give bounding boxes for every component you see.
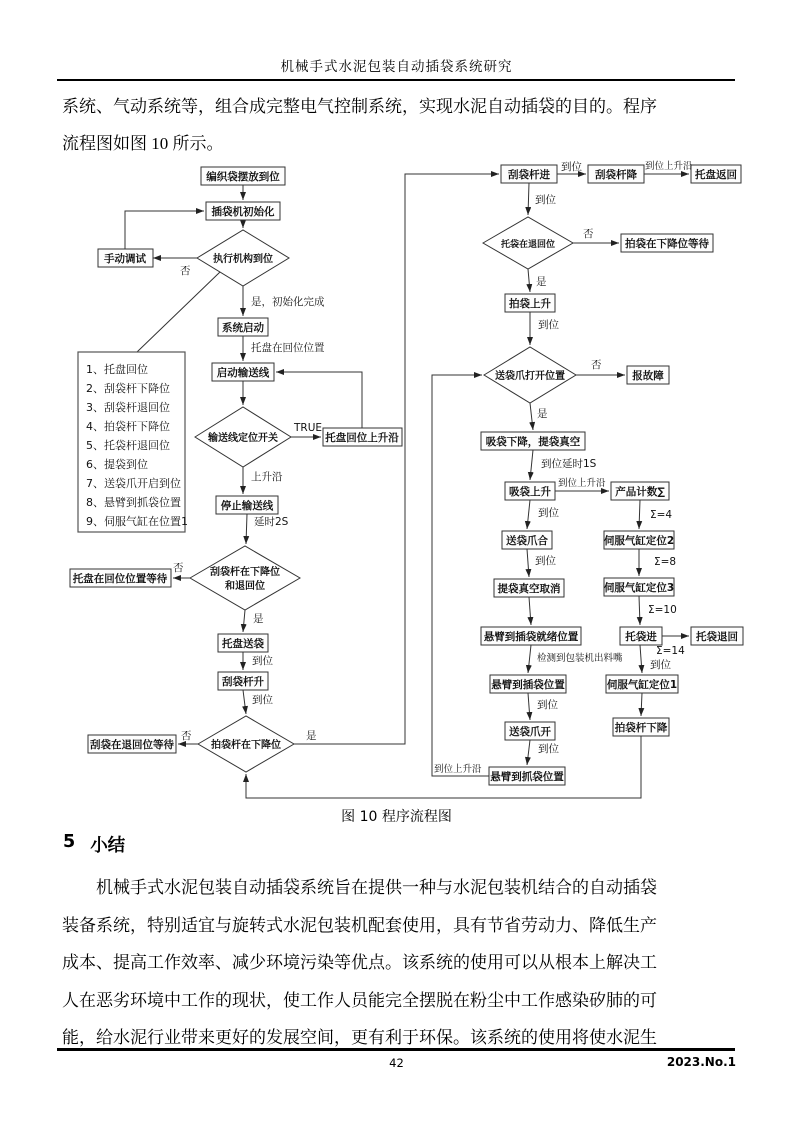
svg-text:和退回位: 和退回位 bbox=[225, 581, 265, 592]
edge-label-no: 否 bbox=[181, 730, 192, 742]
node-tray-back bbox=[691, 165, 741, 183]
node-suck-down bbox=[481, 432, 585, 450]
svg-text:托盘送袋: 托盘送袋 bbox=[222, 638, 264, 650]
svg-text:吸袋上升: 吸袋上升 bbox=[509, 486, 551, 498]
node-sys-start bbox=[218, 318, 268, 336]
svg-text:刮袋杆升: 刮袋杆升 bbox=[222, 676, 264, 688]
body-line: 成本、提高工作效率、减少环境污染等优点。该系统的使用可以从根本上解决工 bbox=[62, 953, 657, 972]
svg-text:插袋机初始化: 插袋机初始化 bbox=[211, 206, 275, 218]
legend-item: 6、提袋到位 bbox=[86, 458, 148, 471]
edge-label-daowei: 到位 bbox=[538, 743, 559, 755]
svg-text:启动输送线: 启动输送线 bbox=[216, 367, 270, 379]
node-claw-open bbox=[505, 722, 555, 740]
running-header: 机械手式水泥包装自动插袋系统研究 bbox=[280, 59, 513, 74]
svg-text:托盘返回: 托盘返回 bbox=[695, 169, 737, 181]
legend-item: 5、托袋杆退回位 bbox=[86, 439, 170, 452]
node-vacuum-cancel bbox=[494, 579, 564, 597]
body-line: 装备系统，特别适宜与旋转式水泥包装机配套使用，具有节省劳动力、降低生产 bbox=[62, 915, 657, 935]
edge-label-true: TRUE bbox=[294, 422, 323, 434]
svg-text:刮袋在退回位等待: 刮袋在退回位等待 bbox=[90, 739, 174, 751]
node-start-conveyor bbox=[212, 363, 274, 381]
edge-label-daowei: 到位 bbox=[561, 161, 582, 173]
section-number: 5 bbox=[63, 832, 76, 852]
edge-label-daowei-rise: 到位上升沿 bbox=[558, 478, 606, 489]
edge-label-yes: 是 bbox=[537, 408, 548, 420]
edge-label-detect: 检测到包装机出料嘴 bbox=[537, 653, 623, 664]
intro-line: 系统、气动系统等，组合成完整电气控制系统，实现水泥自动插袋的目的。程序 bbox=[62, 97, 657, 116]
node-tray-wait bbox=[70, 569, 171, 587]
svg-text:刮袋杆降: 刮袋杆降 bbox=[595, 169, 637, 181]
svg-text:拍袋在下降位等待: 拍袋在下降位等待 bbox=[625, 238, 709, 250]
edge-label-yes: 是 bbox=[536, 276, 547, 288]
node-bag-placed bbox=[201, 167, 285, 185]
legend-item: 8、悬臂到抓袋位置 bbox=[86, 496, 181, 509]
svg-text:刮袋杆进: 刮袋杆进 bbox=[508, 169, 550, 181]
node-scrape-wait bbox=[88, 735, 176, 753]
node-arm-insert bbox=[490, 675, 566, 693]
edge-label-no: 否 bbox=[591, 359, 602, 371]
svg-text:输送线定位开关: 输送线定位开关 bbox=[208, 433, 278, 444]
svg-text:停止输送线: 停止输送线 bbox=[220, 500, 274, 512]
legend-box bbox=[78, 352, 188, 532]
node-claw-close bbox=[502, 531, 552, 549]
svg-text:产品计数∑: 产品计数∑ bbox=[615, 486, 665, 498]
edge-label-daowei: 到位 bbox=[537, 699, 558, 711]
svg-text:伺服气缸定位3: 伺服气缸定位3 bbox=[603, 582, 675, 594]
edge-label-s14: Σ=14 bbox=[656, 645, 685, 657]
edge-label-s10: Σ=10 bbox=[648, 604, 677, 616]
svg-text:刮袋杆在下降位: 刮袋杆在下降位 bbox=[210, 567, 280, 578]
svg-text:吸袋下降，提袋真空: 吸袋下降，提袋真空 bbox=[485, 436, 581, 448]
edge-label-daowei: 到位 bbox=[538, 507, 559, 519]
svg-text:托盘在回位位置等待: 托盘在回位位置等待 bbox=[72, 573, 168, 585]
edge-label-daowei-rise: 到位上升沿 bbox=[434, 764, 482, 775]
legend-item: 9、伺服气缸在位置1 bbox=[86, 515, 188, 528]
decision-scraper-position bbox=[190, 546, 300, 610]
node-tray-send bbox=[218, 634, 268, 652]
node-fault bbox=[627, 366, 669, 384]
node-scraper-down bbox=[588, 165, 644, 183]
svg-text:伺服气缸定位2: 伺服气缸定位2 bbox=[603, 535, 675, 547]
edge-label-daowei: 到位 bbox=[252, 655, 273, 667]
edge-label-no: 否 bbox=[180, 265, 191, 277]
edge-label-daowei: 到位 bbox=[252, 694, 273, 706]
legend-item: 3、刮袋杆退回位 bbox=[86, 401, 170, 414]
svg-text:执行机构到位: 执行机构到位 bbox=[213, 254, 273, 265]
node-arm-grab bbox=[489, 767, 565, 785]
svg-text:报故障: 报故障 bbox=[632, 370, 664, 382]
body-line: 机械手式水泥包装自动插袋系统旨在提供一种与水泥包装机结合的自动插袋 bbox=[96, 878, 657, 897]
body-line: 能，给水泥行业带来更好的发展空间，更有利于环保。该系统的使用将使水泥生 bbox=[62, 1028, 657, 1047]
figure-caption: 图 10 程序流程图 bbox=[341, 809, 452, 825]
legend-item: 2、刮袋杆下降位 bbox=[86, 382, 170, 395]
svg-text:拍袋杆在下降位: 拍袋杆在下降位 bbox=[211, 740, 281, 751]
edge-label-tray-home: 托盘在回位位置 bbox=[251, 342, 325, 354]
svg-text:悬臂到抓袋位置: 悬臂到抓袋位置 bbox=[490, 771, 564, 783]
svg-text:悬臂到插袋位置: 悬臂到插袋位置 bbox=[491, 679, 565, 691]
node-servo1 bbox=[606, 675, 678, 693]
edge-label-daowei: 到位 bbox=[650, 659, 671, 671]
node-product-count bbox=[611, 482, 669, 500]
node-arm-ready bbox=[481, 627, 581, 645]
decision-actuator-in-place bbox=[197, 230, 289, 286]
intro-line: 流程图如图 10 所示。 bbox=[62, 134, 224, 153]
issue-number: 2023.No.1 bbox=[666, 1055, 736, 1069]
decision-bag-retracted bbox=[483, 217, 573, 269]
svg-text:送袋爪合: 送袋爪合 bbox=[506, 535, 548, 547]
svg-text:编织袋摆放到位: 编织袋摆放到位 bbox=[206, 171, 280, 183]
svg-text:拍袋杆下降: 拍袋杆下降 bbox=[614, 722, 668, 734]
decision-pat-rod-down-pos bbox=[198, 716, 294, 772]
edge-label-rise: 上升沿 bbox=[251, 471, 283, 483]
node-suck-up bbox=[505, 482, 555, 500]
footer-rule bbox=[57, 1048, 735, 1051]
svg-text:送袋爪打开位置: 送袋爪打开位置 bbox=[495, 371, 565, 382]
svg-text:提袋真空取消: 提袋真空取消 bbox=[497, 583, 561, 595]
page-number: 42 bbox=[389, 1056, 404, 1070]
legend-item: 7、送袋爪开启到位 bbox=[86, 477, 181, 490]
edge-label-yes: 是 bbox=[306, 730, 317, 742]
edge-label-yes: 是 bbox=[253, 613, 264, 625]
edge-label-daowei-rise: 到位上升沿 bbox=[645, 161, 693, 172]
decision-conveyor-switch bbox=[195, 407, 291, 467]
edge-label-delay2s: 延时2S bbox=[254, 516, 289, 528]
svg-text:手动调试: 手动调试 bbox=[104, 253, 146, 265]
edge-label-s8: Σ=8 bbox=[654, 556, 677, 568]
decision-claw-open-pos bbox=[484, 347, 576, 403]
node-manual-debug bbox=[98, 249, 153, 267]
node-scraper-in bbox=[501, 165, 557, 183]
legend-item: 4、拍袋杆下降位 bbox=[86, 420, 170, 433]
node-bag-in bbox=[620, 627, 662, 645]
body-line: 人在恶劣环境中工作的现状，使工作人员能完全摆脱在粉尘中工作感染矽肺的可 bbox=[62, 990, 657, 1010]
node-bag-back bbox=[691, 627, 743, 645]
edge-label-daowei: 到位 bbox=[535, 555, 556, 567]
node-stop-conveyor bbox=[216, 496, 278, 514]
svg-text:系统启动: 系统启动 bbox=[222, 322, 264, 334]
node-pat-up bbox=[505, 294, 555, 312]
svg-text:托盘回位上升沿: 托盘回位上升沿 bbox=[325, 432, 399, 444]
svg-text:托袋在退回位: 托袋在退回位 bbox=[500, 240, 556, 250]
node-tray-return-rise bbox=[323, 428, 402, 446]
node-servo2 bbox=[604, 531, 674, 549]
node-pat-rod-down bbox=[613, 718, 669, 736]
svg-text:送袋爪开: 送袋爪开 bbox=[509, 726, 551, 738]
svg-text:托袋进: 托袋进 bbox=[625, 631, 657, 643]
legend-item: 1、托盘回位 bbox=[86, 363, 148, 376]
edge-label-daowei: 到位 bbox=[538, 319, 559, 331]
edge-label-no: 否 bbox=[583, 228, 594, 240]
node-machine-init bbox=[206, 202, 280, 220]
node-pat-wait bbox=[621, 234, 713, 252]
svg-text:托袋退回: 托袋退回 bbox=[696, 631, 738, 643]
edge-label-s4: Σ=4 bbox=[650, 509, 673, 521]
svg-text:伺服气缸定位1: 伺服气缸定位1 bbox=[606, 679, 678, 691]
edge-label-daowei-delay: 到位延时1S bbox=[541, 458, 597, 470]
edge-label-no: 否 bbox=[173, 562, 184, 574]
section-heading bbox=[63, 832, 125, 857]
summary-paragraph bbox=[62, 869, 736, 1057]
edge-label-yes-init: 是，初始化完成 bbox=[251, 296, 325, 308]
node-servo3 bbox=[604, 578, 674, 596]
node-scraper-up bbox=[218, 672, 268, 690]
svg-text:悬臂到插袋就绪位置: 悬臂到插袋就绪位置 bbox=[483, 631, 579, 643]
section-title: 小结 bbox=[90, 836, 126, 856]
edge-label-daowei: 到位 bbox=[535, 194, 556, 206]
svg-text:拍袋上升: 拍袋上升 bbox=[509, 298, 551, 310]
